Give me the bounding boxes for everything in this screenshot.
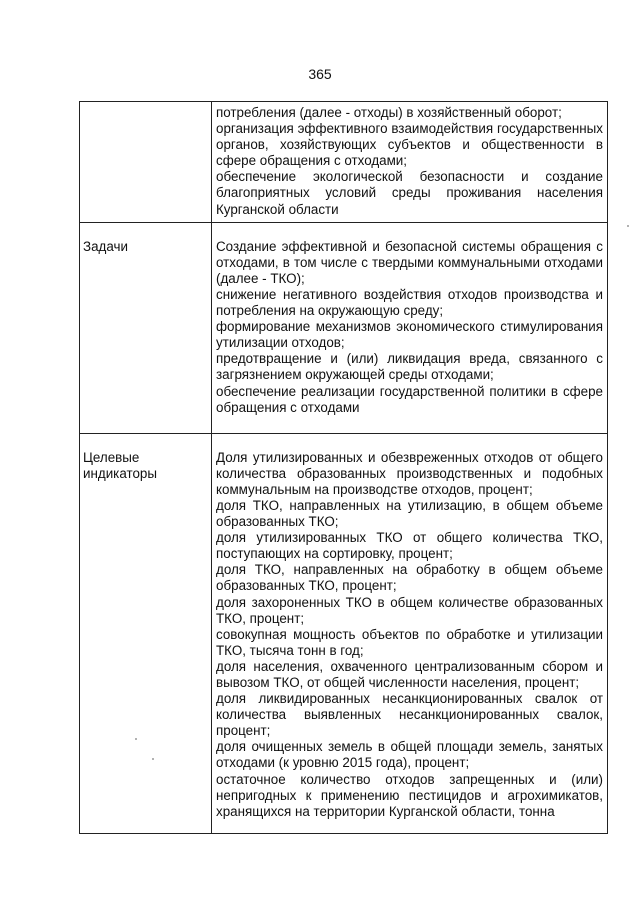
list-item: доля ликвидированных несанкционированных свалок от количества выявленных несанкционированных свалок, процент;: [216, 691, 603, 739]
list-item: снижение негативного воздействия отходов производства и потребления на окружающую среду;: [216, 286, 603, 319]
table-row-continuation: [80, 102, 608, 223]
table-row-indicators: [80, 433, 608, 833]
list-item: доля ТКО, направленных на обработку в общем объеме образованных ТКО, процент;: [216, 562, 603, 594]
list-item: организация эффективного взаимодействия государственных органов, хозяйствующих субъектов и общественности в сфере обращения с отходами;: [216, 121, 603, 169]
list-item: доля утилизированных ТКО от общего количества ТКО, поступающих на сортировку, процент;: [216, 530, 603, 562]
scan-speck: [152, 758, 154, 760]
list-item: потребления (далее - отходы) в хозяйственный оборот;: [216, 105, 562, 120]
scan-speck: [627, 225, 629, 227]
list-item: доля захороненных ТКО в общем количестве образованных ТКО, процент;: [216, 594, 603, 626]
row-label: Целевые индикаторы: [80, 433, 212, 833]
page-number: 365: [308, 66, 332, 82]
row-content: [212, 433, 608, 833]
list-item: совокупная мощность объектов по обработке и утилизации ТКО, тысяча тонн в год;: [216, 626, 603, 658]
table-row-tasks: [80, 222, 608, 433]
row-content: [212, 102, 608, 223]
list-item: Доля утилизированных и обезвреженных отходов от общего количества образованных производственных и подобных коммунальным на производстве отходов, процент;: [216, 449, 603, 497]
list-item: формирование механизмов экономического стимулирования утилизации отходов;: [216, 319, 603, 351]
list-item: обеспечение экологической безопасности и создание благоприятных условий среды проживания населения Курганской области: [216, 169, 603, 217]
list-item: доля населения, охваченного централизованным сбором и вывозом ТКО, от общей численности населения, процент;: [216, 658, 603, 690]
passport-table: [79, 101, 608, 834]
list-item: доля очищенных земель в общей площади земель, занятых отходами (к уровню 2015 года), процент;: [216, 739, 603, 771]
list-item: предотвращение и (или) ликвидация вреда, связанного с загрязнением окружающей среды отходами;: [216, 351, 603, 383]
row-label: Задачи: [80, 222, 212, 433]
row-label: [80, 102, 212, 223]
list-item: обеспечение реализации государственной политики в сфере обращения с отходами: [216, 383, 603, 415]
scan-speck: [135, 738, 137, 740]
row-content: [212, 222, 608, 433]
list-item: остаточное количество отходов запрещенных и (или) непригодных к применению пестицидов и агрохимикатов, хранящихся на территории Курганской области, тонна: [216, 771, 603, 819]
list-item: Создание эффективной и безопасной системы обращения с отходами, в том числе с твердыми коммунальными отходами (далее - ТКО);: [216, 238, 603, 286]
list-item: доля ТКО, направленных на утилизацию, в общем объеме образованных ТКО;: [216, 497, 603, 530]
